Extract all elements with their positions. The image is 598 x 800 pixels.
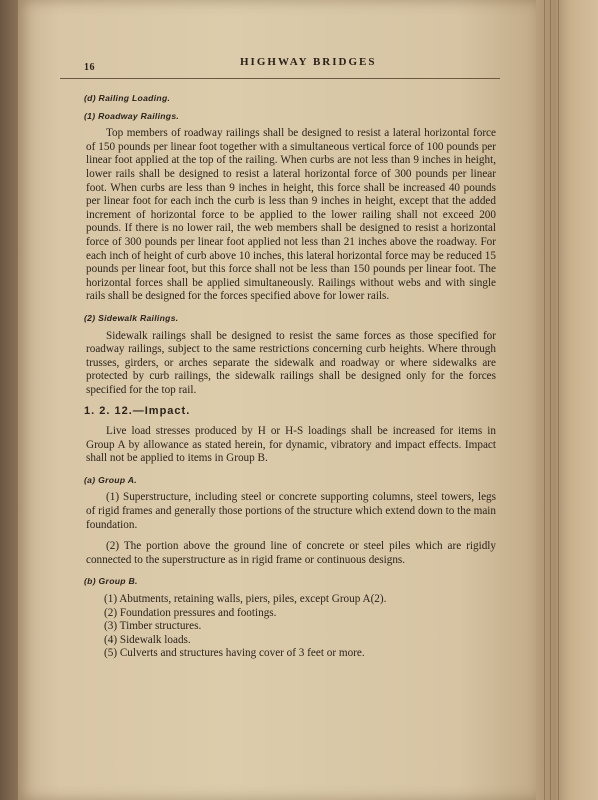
list-item: (5) Culverts and structures having cover of 3 feet or more. — [104, 647, 365, 660]
list-item: (1) Abutments, retaining walls, piers, piles, except Group A(2). — [104, 593, 387, 605]
paragraph-group-a-1: (1) Superstructure, including steel or concrete supporting columns, steel towers, legs of rigid frames and generally those portions of the structure which extend down to the main foundation. — [86, 491, 496, 531]
list-item: (3) Timber structures. — [104, 620, 202, 633]
subheading-group-b: (b) Group B. — [84, 576, 138, 587]
subheading-railing-loading: (d) Railing Loading. — [84, 93, 171, 103]
paragraph-sidewalk-railings: Sidewalk railings shall be designed to resist the same forces as those specified for roadway railings, subject to the same restrictions concerning curb heights. Where through trusses, girders, or arches separate the sidewalk and roadway or where sidewalks are protected by curb railings, the sidewalk railings shall be designed only for the forces specified for the top rail. — [86, 329, 496, 396]
list-item: (4) Sidewalk loads. — [104, 633, 191, 646]
subheading-group-a: (a) Group A. — [84, 474, 137, 485]
page-number: 16 — [84, 62, 95, 73]
paragraph-impact: Live load stresses produced by H or H-S loadings shall be increased for items in Group A by allowance as stated herein, for dynamic, vibratory and impact effects. Impact shall not be applied to items in Group B. — [86, 425, 496, 465]
group-b-list — [104, 593, 496, 661]
page-stack-edge — [536, 0, 598, 800]
paragraph-roadway-railings: Top members of roadway railings shall be designed to resist a lateral horizontal force of 150 pounds per linear foot together with a simultaneous vertical force of 100 pounds per linear foot applied at the top of the railing. When curbs are not less than 9 inches in height, lower rails shall be designed to resist a lateral horizontal force of 300 pounds per linear foot. When curbs are less than 9 inches in height, this force shall be increased 40 pounds per linear foot for each inch the curb is less than 9 inches in height, except that the added increment of horizontal force to be applied to the lower railing shall not exceed 200 pounds. If there is no lower rail, the web members shall be designed to resist a horizontal force of 300 pounds per linear foot applied not less than 21 inches above the roadway. For each inch of height of curb above 10 inches, this lateral horizontal force may be reduced 15 pounds per linear foot, but this force shall not be less than 150 pounds per linear foot. The horizontal forces shall be applied simultaneously. Railings without webs and with single rails shall be designed for the forces specified above for lower rails. — [86, 127, 496, 303]
list-item: (2) Foundation pressures and footings. — [104, 606, 277, 619]
header-rule — [60, 78, 500, 79]
running-title: HIGHWAY BRIDGES — [240, 56, 377, 68]
subheading-sidewalk-railings: (2) Sidewalk Railings. — [84, 312, 179, 323]
book-spine-shadow — [0, 0, 18, 800]
page-body — [86, 92, 496, 661]
running-header — [60, 56, 530, 74]
subheading-roadway-railings: (1) Roadway Railings. — [84, 110, 180, 121]
paragraph-group-a-2: (2) The portion above the ground line of concrete or steel piles which are rigidly connected to the superstructure as in rigid frame or continuous designs. — [86, 540, 496, 566]
section-heading-impact: 1. 2. 12.—Impact. — [84, 405, 191, 418]
